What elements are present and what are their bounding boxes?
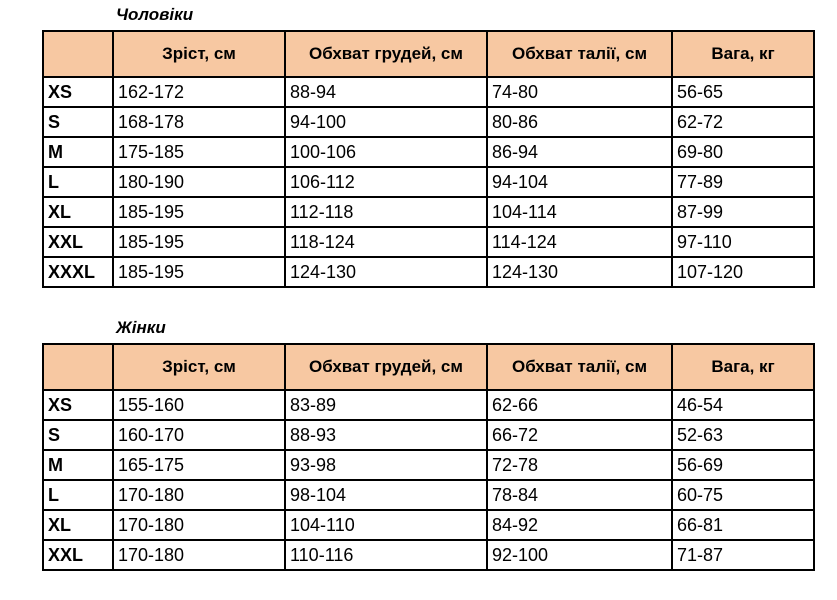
table-row: [43, 450, 814, 480]
cell-height: 170-180: [113, 510, 285, 540]
cell-waist: 78-84: [487, 480, 672, 510]
cell-size: XXL: [43, 540, 113, 570]
cell-waist: 62-66: [487, 390, 672, 420]
cell-chest: 118-124: [285, 227, 487, 257]
cell-weight: 87-99: [672, 197, 814, 227]
table-row: [43, 77, 814, 107]
table-body: [43, 390, 814, 570]
cell-height: 175-185: [113, 137, 285, 167]
cell-height: 185-195: [113, 197, 285, 227]
cell-chest: 94-100: [285, 107, 487, 137]
cell-size: XS: [43, 77, 113, 107]
cell-waist: 80-86: [487, 107, 672, 137]
men-section-title: Чоловіки: [116, 5, 194, 24]
header-cell-weight: Вага, кг: [672, 31, 814, 77]
cell-waist: 86-94: [487, 137, 672, 167]
cell-waist: 94-104: [487, 167, 672, 197]
table-row: [43, 540, 814, 570]
cell-weight: 77-89: [672, 167, 814, 197]
header-cell-size: [43, 31, 113, 77]
cell-weight: 107-120: [672, 257, 814, 287]
header-cell-waist: Обхват талії, см: [487, 344, 672, 390]
header-cell-size: [43, 344, 113, 390]
cell-waist: 84-92: [487, 510, 672, 540]
cell-height: 185-195: [113, 227, 285, 257]
cell-weight: 52-63: [672, 420, 814, 450]
women-section-title: Жінки: [116, 318, 166, 337]
cell-height: 168-178: [113, 107, 285, 137]
cell-weight: 56-69: [672, 450, 814, 480]
cell-height: 185-195: [113, 257, 285, 287]
cell-chest: 88-94: [285, 77, 487, 107]
table-row: [43, 480, 814, 510]
table-row: [43, 510, 814, 540]
cell-chest: 83-89: [285, 390, 487, 420]
cell-weight: 62-72: [672, 107, 814, 137]
table-row: [43, 390, 814, 420]
cell-waist: 124-130: [487, 257, 672, 287]
table-row: [43, 137, 814, 167]
cell-size: XL: [43, 510, 113, 540]
cell-height: 170-180: [113, 480, 285, 510]
cell-chest: 124-130: [285, 257, 487, 287]
table-row: [43, 107, 814, 137]
cell-waist: 114-124: [487, 227, 672, 257]
cell-weight: 60-75: [672, 480, 814, 510]
table-row: [43, 167, 814, 197]
header-cell-height: Зріст, см: [113, 344, 285, 390]
cell-waist: 92-100: [487, 540, 672, 570]
cell-size: XS: [43, 390, 113, 420]
cell-size: S: [43, 107, 113, 137]
cell-size: L: [43, 167, 113, 197]
cell-chest: 106-112: [285, 167, 487, 197]
header-row: [43, 344, 814, 390]
cell-chest: 100-106: [285, 137, 487, 167]
cell-height: 160-170: [113, 420, 285, 450]
cell-height: 162-172: [113, 77, 285, 107]
cell-size: XXXL: [43, 257, 113, 287]
header-cell-chest: Обхват грудей, см: [285, 344, 487, 390]
cell-waist: 66-72: [487, 420, 672, 450]
cell-waist: 72-78: [487, 450, 672, 480]
cell-size: L: [43, 480, 113, 510]
cell-weight: 56-65: [672, 77, 814, 107]
cell-chest: 112-118: [285, 197, 487, 227]
cell-size: XL: [43, 197, 113, 227]
cell-height: 170-180: [113, 540, 285, 570]
cell-height: 155-160: [113, 390, 285, 420]
women-size-table: [42, 343, 815, 571]
cell-height: 180-190: [113, 167, 285, 197]
cell-size: M: [43, 450, 113, 480]
cell-weight: 66-81: [672, 510, 814, 540]
cell-size: XXL: [43, 227, 113, 257]
cell-weight: 46-54: [672, 390, 814, 420]
table-body: [43, 77, 814, 287]
table-row: [43, 197, 814, 227]
cell-chest: 93-98: [285, 450, 487, 480]
header-cell-weight: Вага, кг: [672, 344, 814, 390]
header-cell-chest: Обхват грудей, см: [285, 31, 487, 77]
cell-weight: 69-80: [672, 137, 814, 167]
cell-chest: 104-110: [285, 510, 487, 540]
table-row: [43, 420, 814, 450]
header-row: [43, 31, 814, 77]
cell-chest: 98-104: [285, 480, 487, 510]
cell-weight: 71-87: [672, 540, 814, 570]
header-cell-height: Зріст, см: [113, 31, 285, 77]
cell-size: S: [43, 420, 113, 450]
table-header: [43, 344, 814, 390]
men-size-table: [42, 30, 815, 288]
cell-waist: 74-80: [487, 77, 672, 107]
header-cell-waist: Обхват талії, см: [487, 31, 672, 77]
table-row: [43, 257, 814, 287]
cell-weight: 97-110: [672, 227, 814, 257]
cell-waist: 104-114: [487, 197, 672, 227]
table-header: [43, 31, 814, 77]
cell-chest: 88-93: [285, 420, 487, 450]
cell-height: 165-175: [113, 450, 285, 480]
table-row: [43, 227, 814, 257]
cell-size: M: [43, 137, 113, 167]
cell-chest: 110-116: [285, 540, 487, 570]
